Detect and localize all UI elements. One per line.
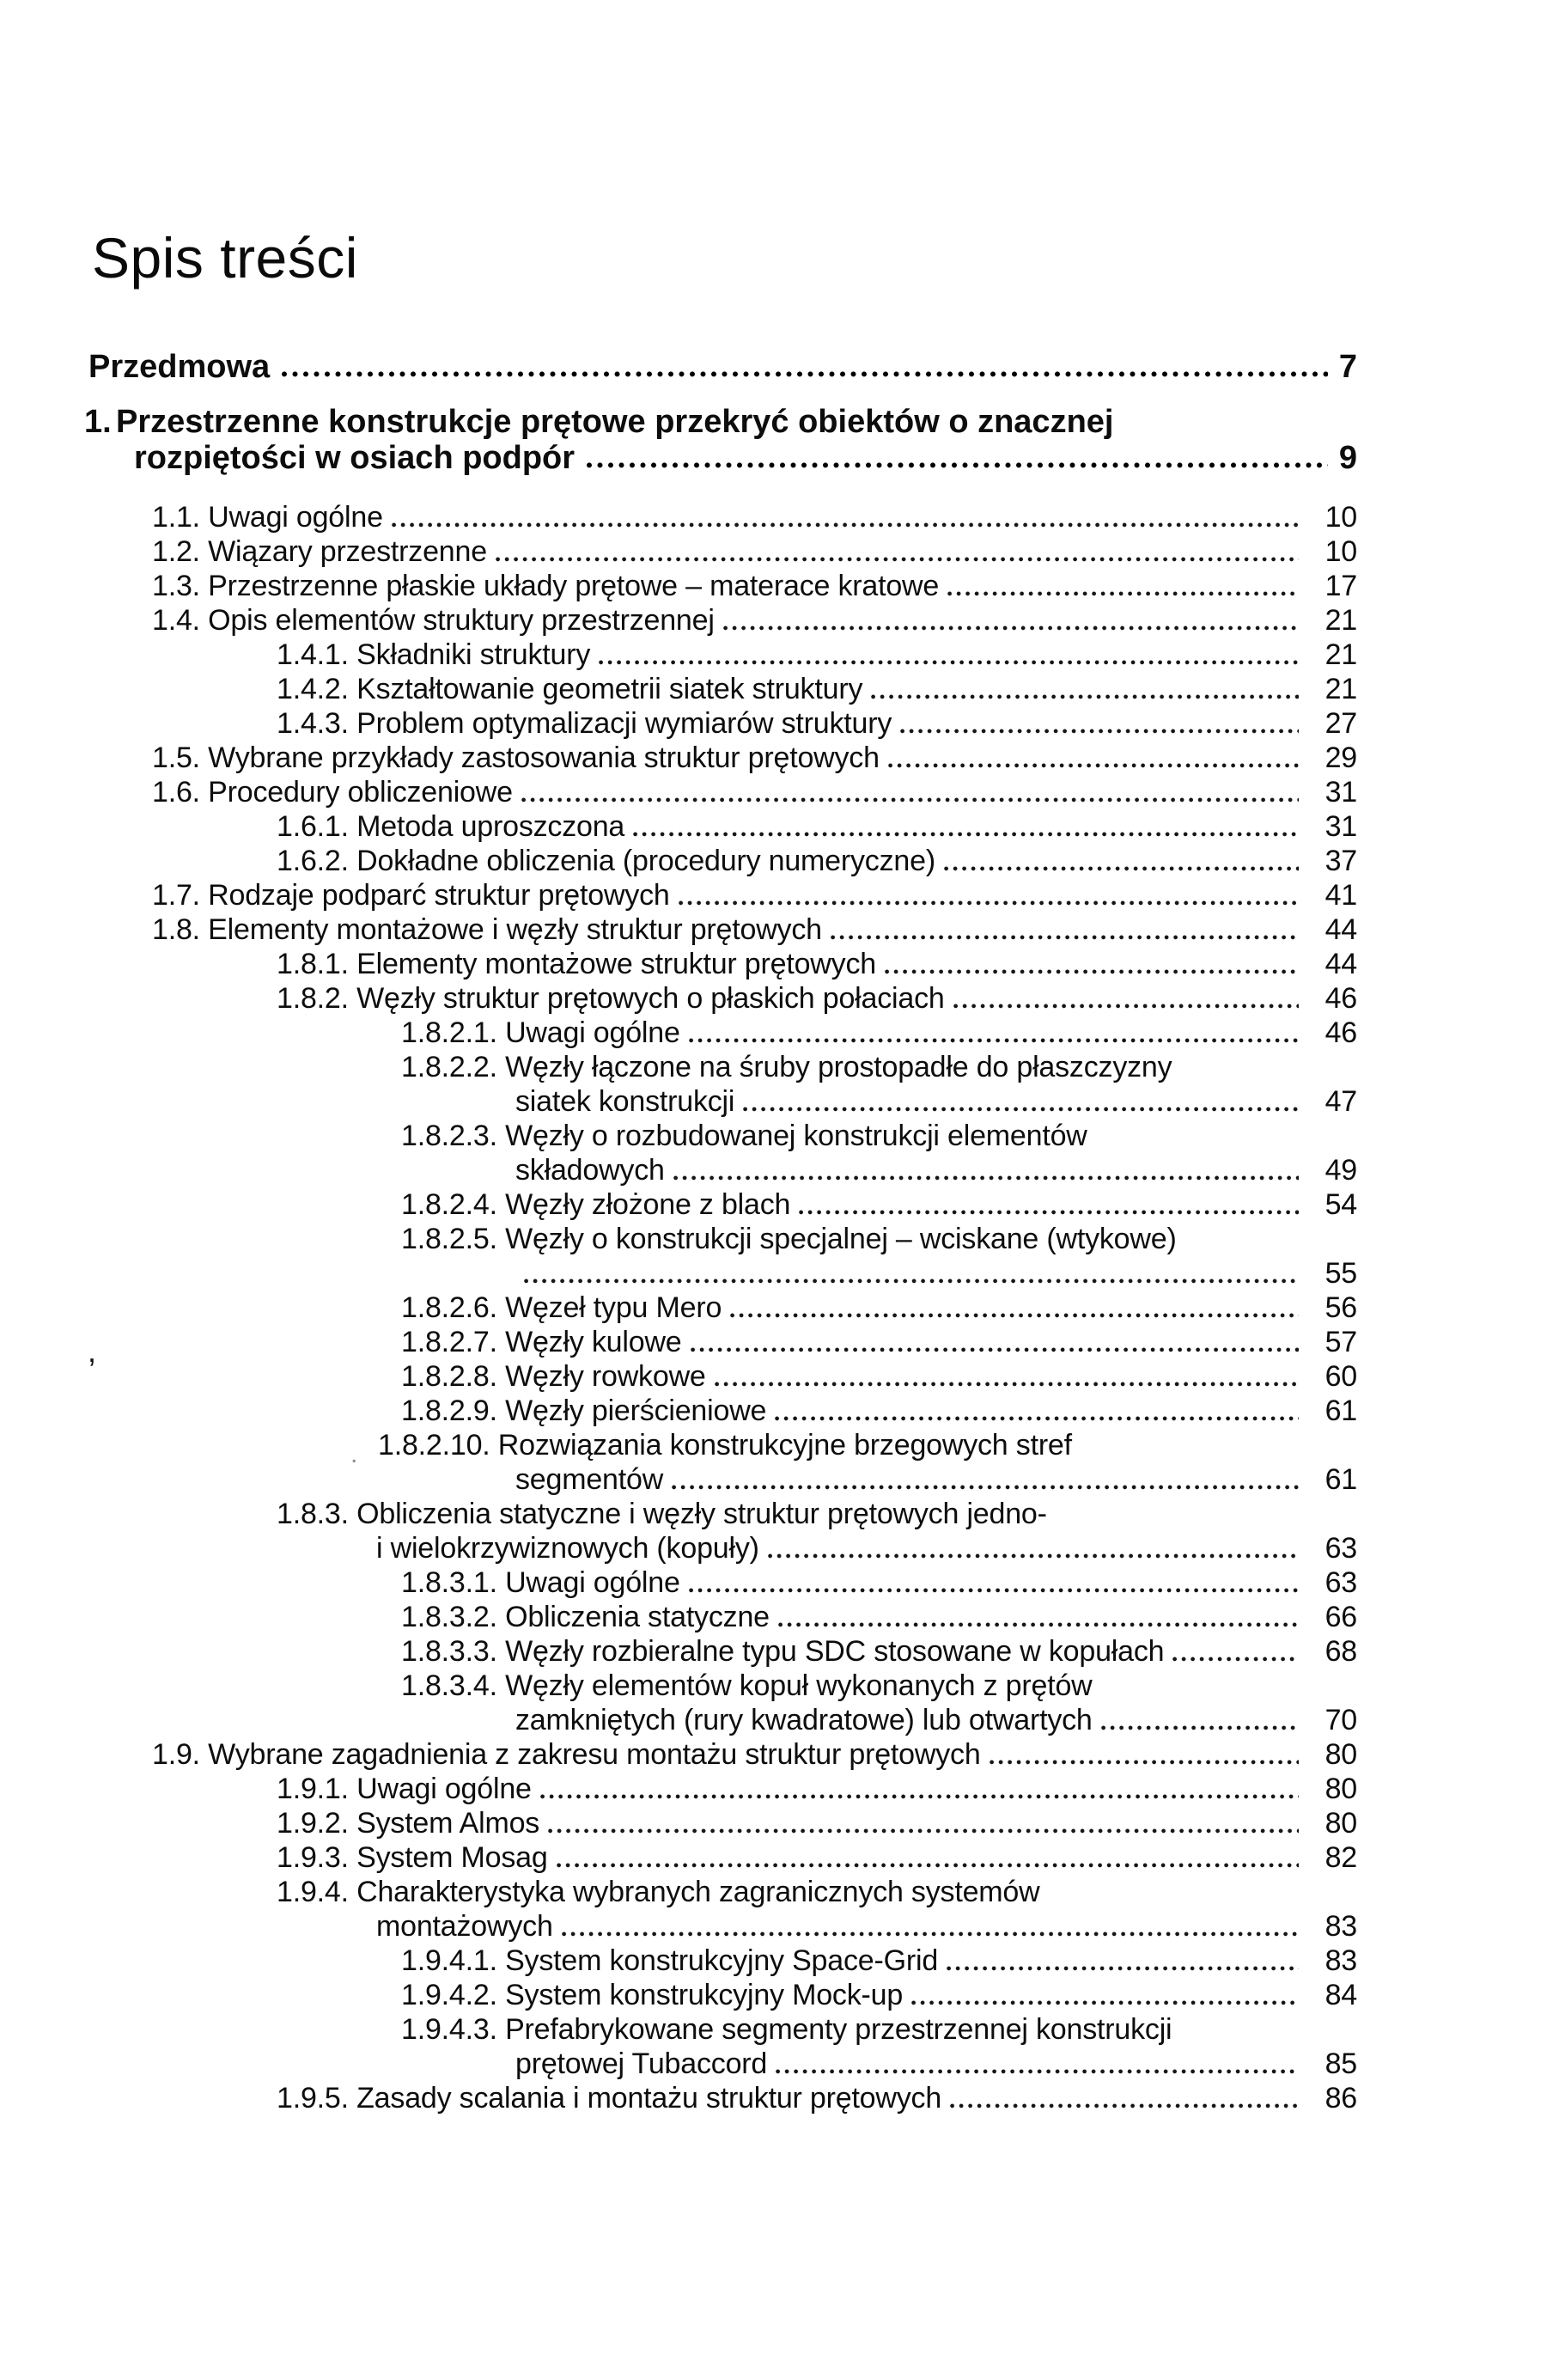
toc-entry-text: 1.4. Opis elementów struktury przestrzennej (152, 604, 715, 637)
scan-artifact-dot: . (350, 1440, 358, 1468)
dot-leader (587, 462, 1328, 468)
toc-entry-text: 1.4.1. Składniki struktury (277, 638, 591, 671)
toc-entry-text: 1.8.2.1. Uwagi ogólne (401, 1016, 680, 1049)
dot-leader (885, 969, 1299, 974)
dot-leader (778, 1622, 1299, 1627)
toc-entry-text: 1.8.3. Obliczenia statyczne i węzły struktur prętowych jedno- (277, 1498, 1047, 1530)
page-number: 54 (1325, 1188, 1357, 1221)
toc-entry-text: 1.6. Procedury obliczeniowe (152, 776, 513, 809)
page-number: 56 (1325, 1291, 1357, 1324)
page-number: 7 (1338, 349, 1357, 385)
toc-row (0, 1359, 1559, 1394)
dot-leader (743, 1107, 1299, 1112)
toc-row (0, 1084, 1559, 1119)
page-number: 21 (1325, 604, 1357, 637)
toc-entry-text: 1.8.2.5. Węzły o konstrukcji specjalnej – wciskane (wtykowe) (401, 1223, 1177, 1255)
toc-entry-text: 1.8.3.3. Węzły rozbieralne typu SDC stosowane w kopułach (401, 1635, 1165, 1668)
page-number: 10 (1325, 535, 1357, 568)
page-number: 55 (1325, 1257, 1357, 1290)
dot-leader (1101, 1725, 1299, 1730)
chapter-number: 1. (84, 404, 112, 440)
toc-row (0, 1050, 1559, 1084)
toc-row (0, 2081, 1559, 2115)
page-number: 57 (1325, 1326, 1357, 1358)
toc-row (0, 1840, 1559, 1875)
dot-leader (950, 2103, 1299, 2108)
page-number: 83 (1325, 1910, 1357, 1943)
toc-row (0, 912, 1559, 947)
toc-row (0, 1462, 1559, 1497)
toc-entry-text: 1.8.2.4. Węzły złożone z blach (401, 1188, 791, 1221)
toc-entry-text: 1.8.2.7. Węzły kulowe (401, 1326, 682, 1358)
toc-row (0, 1944, 1559, 1978)
toc-row (0, 1325, 1559, 1359)
toc-entry-text: 1.9.4.3. Prefabrykowane segmenty przestrzennej konstrukcji (401, 2013, 1172, 2046)
front-matter (0, 349, 1559, 385)
page-number: 9 (1338, 440, 1357, 476)
page-number: 31 (1325, 776, 1357, 809)
dot-leader (715, 1382, 1299, 1387)
dot-leader (871, 694, 1299, 699)
page-number: 27 (1325, 707, 1357, 740)
toc-entry-text: 1.7. Rodzaje podparć struktur prętowych (152, 879, 670, 912)
toc-row (0, 2047, 1559, 2081)
chapter-title-text-cont: rozpiętości w osiach podpór (134, 440, 575, 476)
toc-row (0, 1669, 1559, 1703)
page-number: 47 (1325, 1085, 1357, 1118)
page-number: 61 (1325, 1463, 1357, 1496)
page-number: 21 (1325, 638, 1357, 671)
dot-leader (888, 763, 1299, 768)
toc-entry-text: 1.2. Wiązary przestrzenne (152, 535, 487, 568)
toc-entry-text: 1.8.2. Węzły struktur prętowych o płaskich połaciach (277, 982, 945, 1015)
toc-row-przedmowa (0, 349, 1559, 385)
dot-leader (1172, 1657, 1299, 1662)
toc-row (0, 1772, 1559, 1806)
toc-entry-text: 1.8.2.3. Węzły o rozbudowanej konstrukcji elementów (401, 1120, 1087, 1152)
dot-leader (672, 1485, 1299, 1490)
toc-row (0, 534, 1559, 569)
toc-entry-text: 1.8.2.10. Rozwiązania konstrukcyjne brzegowych stref (378, 1429, 1072, 1462)
toc-entry-text: 1.3. Przestrzenne płaskie układy prętowe – materace kratowe (152, 570, 940, 602)
toc-entry-text: montażowych (376, 1910, 553, 1943)
dot-leader (562, 1931, 1299, 1937)
page-number: 68 (1325, 1635, 1357, 1668)
page-number: 61 (1325, 1394, 1357, 1427)
toc-entry-text: prętowej Tubaccord (515, 2047, 768, 2080)
dot-leader (776, 2069, 1299, 2074)
page-number: 37 (1325, 845, 1357, 877)
toc-row (0, 1016, 1559, 1050)
toc-entry-text: 1.6.2. Dokładne obliczenia (procedury numeryczne) (277, 845, 935, 877)
toc-row (0, 981, 1559, 1016)
page-number: 49 (1325, 1154, 1357, 1187)
dot-leader (799, 1210, 1299, 1215)
toc-row (0, 1634, 1559, 1669)
page-number: 44 (1325, 913, 1357, 946)
toc-entry-text: 1.8.3.4. Węzły elementów kopuł wykonanych z prętów (401, 1669, 1093, 1702)
dot-leader (282, 371, 1328, 377)
page-number: 46 (1325, 982, 1357, 1015)
dot-leader (689, 1038, 1299, 1043)
page-number: 80 (1325, 1773, 1357, 1805)
toc-entry-text: 1.8. Elementy montażowe i węzły struktur prętowych (152, 913, 822, 946)
page-number: 29 (1325, 741, 1357, 774)
toc-row (0, 1222, 1559, 1256)
toc-row (0, 2012, 1559, 2047)
toc-entry-text: Przedmowa (88, 349, 271, 385)
toc-row (0, 1978, 1559, 2012)
toc-row (0, 1875, 1559, 1909)
dot-leader (831, 935, 1299, 940)
dot-leader (768, 1553, 1299, 1559)
page-number: 70 (1325, 1704, 1357, 1736)
toc-row (0, 1737, 1559, 1772)
toc-entry-text: 1.8.2.6. Węzeł typu Mero (401, 1291, 722, 1324)
dot-leader (730, 1313, 1299, 1318)
dot-leader (947, 1966, 1299, 1971)
toc-row (0, 500, 1559, 534)
toc-entry-text: składowych (515, 1154, 665, 1187)
toc-row (0, 1565, 1559, 1600)
dot-leader (524, 1278, 1299, 1284)
toc-row (0, 638, 1559, 672)
dot-leader (633, 832, 1299, 837)
toc-row (0, 1291, 1559, 1325)
toc-row (0, 1256, 1559, 1291)
page-number: 17 (1325, 570, 1357, 602)
dot-leader (673, 1175, 1299, 1181)
page-number: 44 (1325, 948, 1357, 980)
dot-leader (679, 900, 1299, 906)
toc-row (0, 809, 1559, 844)
toc-row (0, 741, 1559, 775)
toc-entry-text: 1.6.1. Metoda uproszczona (277, 810, 625, 843)
toc-entry-text: 1.5. Wybrane przykłady zastosowania struktur prętowych (152, 741, 880, 774)
chapter-heading (0, 404, 1559, 476)
page-number: 86 (1325, 2082, 1357, 2115)
dot-leader (947, 591, 1299, 596)
toc-entry-text: 1.8.3.2. Obliczenia statyczne (401, 1601, 770, 1633)
chapter-heading-line2 (0, 440, 1559, 476)
dot-leader (953, 1004, 1299, 1009)
toc-row (0, 1806, 1559, 1840)
page-number: 60 (1325, 1360, 1357, 1393)
page-number: 31 (1325, 810, 1357, 843)
dot-leader (990, 1760, 1299, 1765)
toc-row (0, 1531, 1559, 1565)
dot-leader (521, 797, 1299, 802)
page-number: 21 (1325, 673, 1357, 705)
toc-entry-text: 1.1. Uwagi ogólne (152, 501, 383, 534)
toc-entry-text: 1.9.4. Charakterystyka wybranych zagranicznych systemów (277, 1876, 1040, 1908)
toc-entry-text: 1.8.2.2. Węzły łączone na śruby prostopadłe do płaszczyzny (401, 1051, 1172, 1083)
chapter-heading-line1 (0, 404, 1559, 440)
toc-entry-text: 1.4.3. Problem optymalizacji wymiarów struktury (277, 707, 892, 740)
toc-row (0, 1187, 1559, 1222)
page-number: 84 (1325, 1979, 1357, 2011)
dot-leader (691, 1347, 1299, 1352)
page-number: 82 (1325, 1841, 1357, 1874)
toc-entry-text: 1.8.2.9. Węzły pierścieniowe (401, 1394, 767, 1427)
page-title: Spis treści (92, 226, 358, 290)
toc-row (0, 844, 1559, 878)
toc-row (0, 706, 1559, 741)
page-number: 80 (1325, 1738, 1357, 1771)
toc-row (0, 672, 1559, 706)
dot-leader (557, 1863, 1299, 1868)
toc-entry-text: 1.9.4.2. System konstrukcyjny Mock-up (401, 1979, 904, 2011)
toc-entry-text: siatek konstrukcji (515, 1085, 735, 1118)
page-number: 10 (1325, 501, 1357, 534)
page-number: 46 (1325, 1016, 1357, 1049)
toc-row (0, 775, 1559, 809)
dot-leader (599, 660, 1299, 665)
toc-entry-text: 1.9. Wybrane zagadnienia z zakresu montażu struktur prętowych (152, 1738, 981, 1771)
toc-row (0, 1497, 1559, 1531)
toc-row (0, 1428, 1559, 1462)
page-number: 66 (1325, 1601, 1357, 1633)
dot-leader (911, 2000, 1299, 2005)
dot-leader (392, 522, 1299, 528)
toc-entry-text: segmentów (515, 1463, 664, 1496)
toc-row (0, 1703, 1559, 1737)
toc-entry-text: 1.9.1. Uwagi ogólne (277, 1773, 532, 1805)
toc-list (0, 500, 1559, 2115)
toc-entry-text: 1.8.3.1. Uwagi ogólne (401, 1566, 680, 1599)
toc-row (0, 1153, 1559, 1187)
toc-row (0, 569, 1559, 603)
page-number: 80 (1325, 1807, 1357, 1840)
toc-row (0, 947, 1559, 981)
toc-entry-text: 1.9.3. System Mosag (277, 1841, 548, 1874)
toc-row (0, 1909, 1559, 1944)
chapter-title-text: Przestrzenne konstrukcje prętowe przekryć obiektów o znacznej (116, 404, 1114, 440)
page-number: 83 (1325, 1944, 1357, 1977)
page-number: 63 (1325, 1532, 1357, 1565)
dot-leader (496, 557, 1299, 562)
page-number: 85 (1325, 2047, 1357, 2080)
scan-artifact-comma: , (88, 1333, 97, 1369)
dot-leader (689, 1588, 1299, 1593)
toc-row (0, 1600, 1559, 1634)
page-number: 63 (1325, 1566, 1357, 1599)
dot-leader (944, 866, 1299, 871)
dot-leader (775, 1416, 1299, 1421)
toc-entry-text: 1.8.2.8. Węzły rowkowe (401, 1360, 706, 1393)
dot-leader (900, 729, 1299, 734)
toc-entry-text: zamkniętych (rury kwadratowe) lub otwartych (515, 1704, 1093, 1736)
dot-leader (723, 626, 1299, 631)
toc-row (0, 1119, 1559, 1153)
toc-row (0, 1394, 1559, 1428)
toc-entry-text: 1.9.2. System Almos (277, 1807, 540, 1840)
toc-entry-text: 1.9.4.1. System konstrukcyjny Space-Grid (401, 1944, 939, 1977)
toc-row (0, 878, 1559, 912)
page-number: 41 (1325, 879, 1357, 912)
toc-entry-text: 1.8.1. Elementy montażowe struktur prętowych (277, 948, 876, 980)
toc-row (0, 603, 1559, 638)
toc-entry-text: 1.9.5. Zasady scalania i montażu struktur prętowych (277, 2082, 942, 2115)
toc-entry-text: i wielokrzywiznowych (kopuły) (376, 1532, 759, 1565)
dot-leader (540, 1794, 1299, 1799)
dot-leader (548, 1828, 1299, 1834)
toc-entry-text: 1.4.2. Kształtowanie geometrii siatek struktury (277, 673, 863, 705)
